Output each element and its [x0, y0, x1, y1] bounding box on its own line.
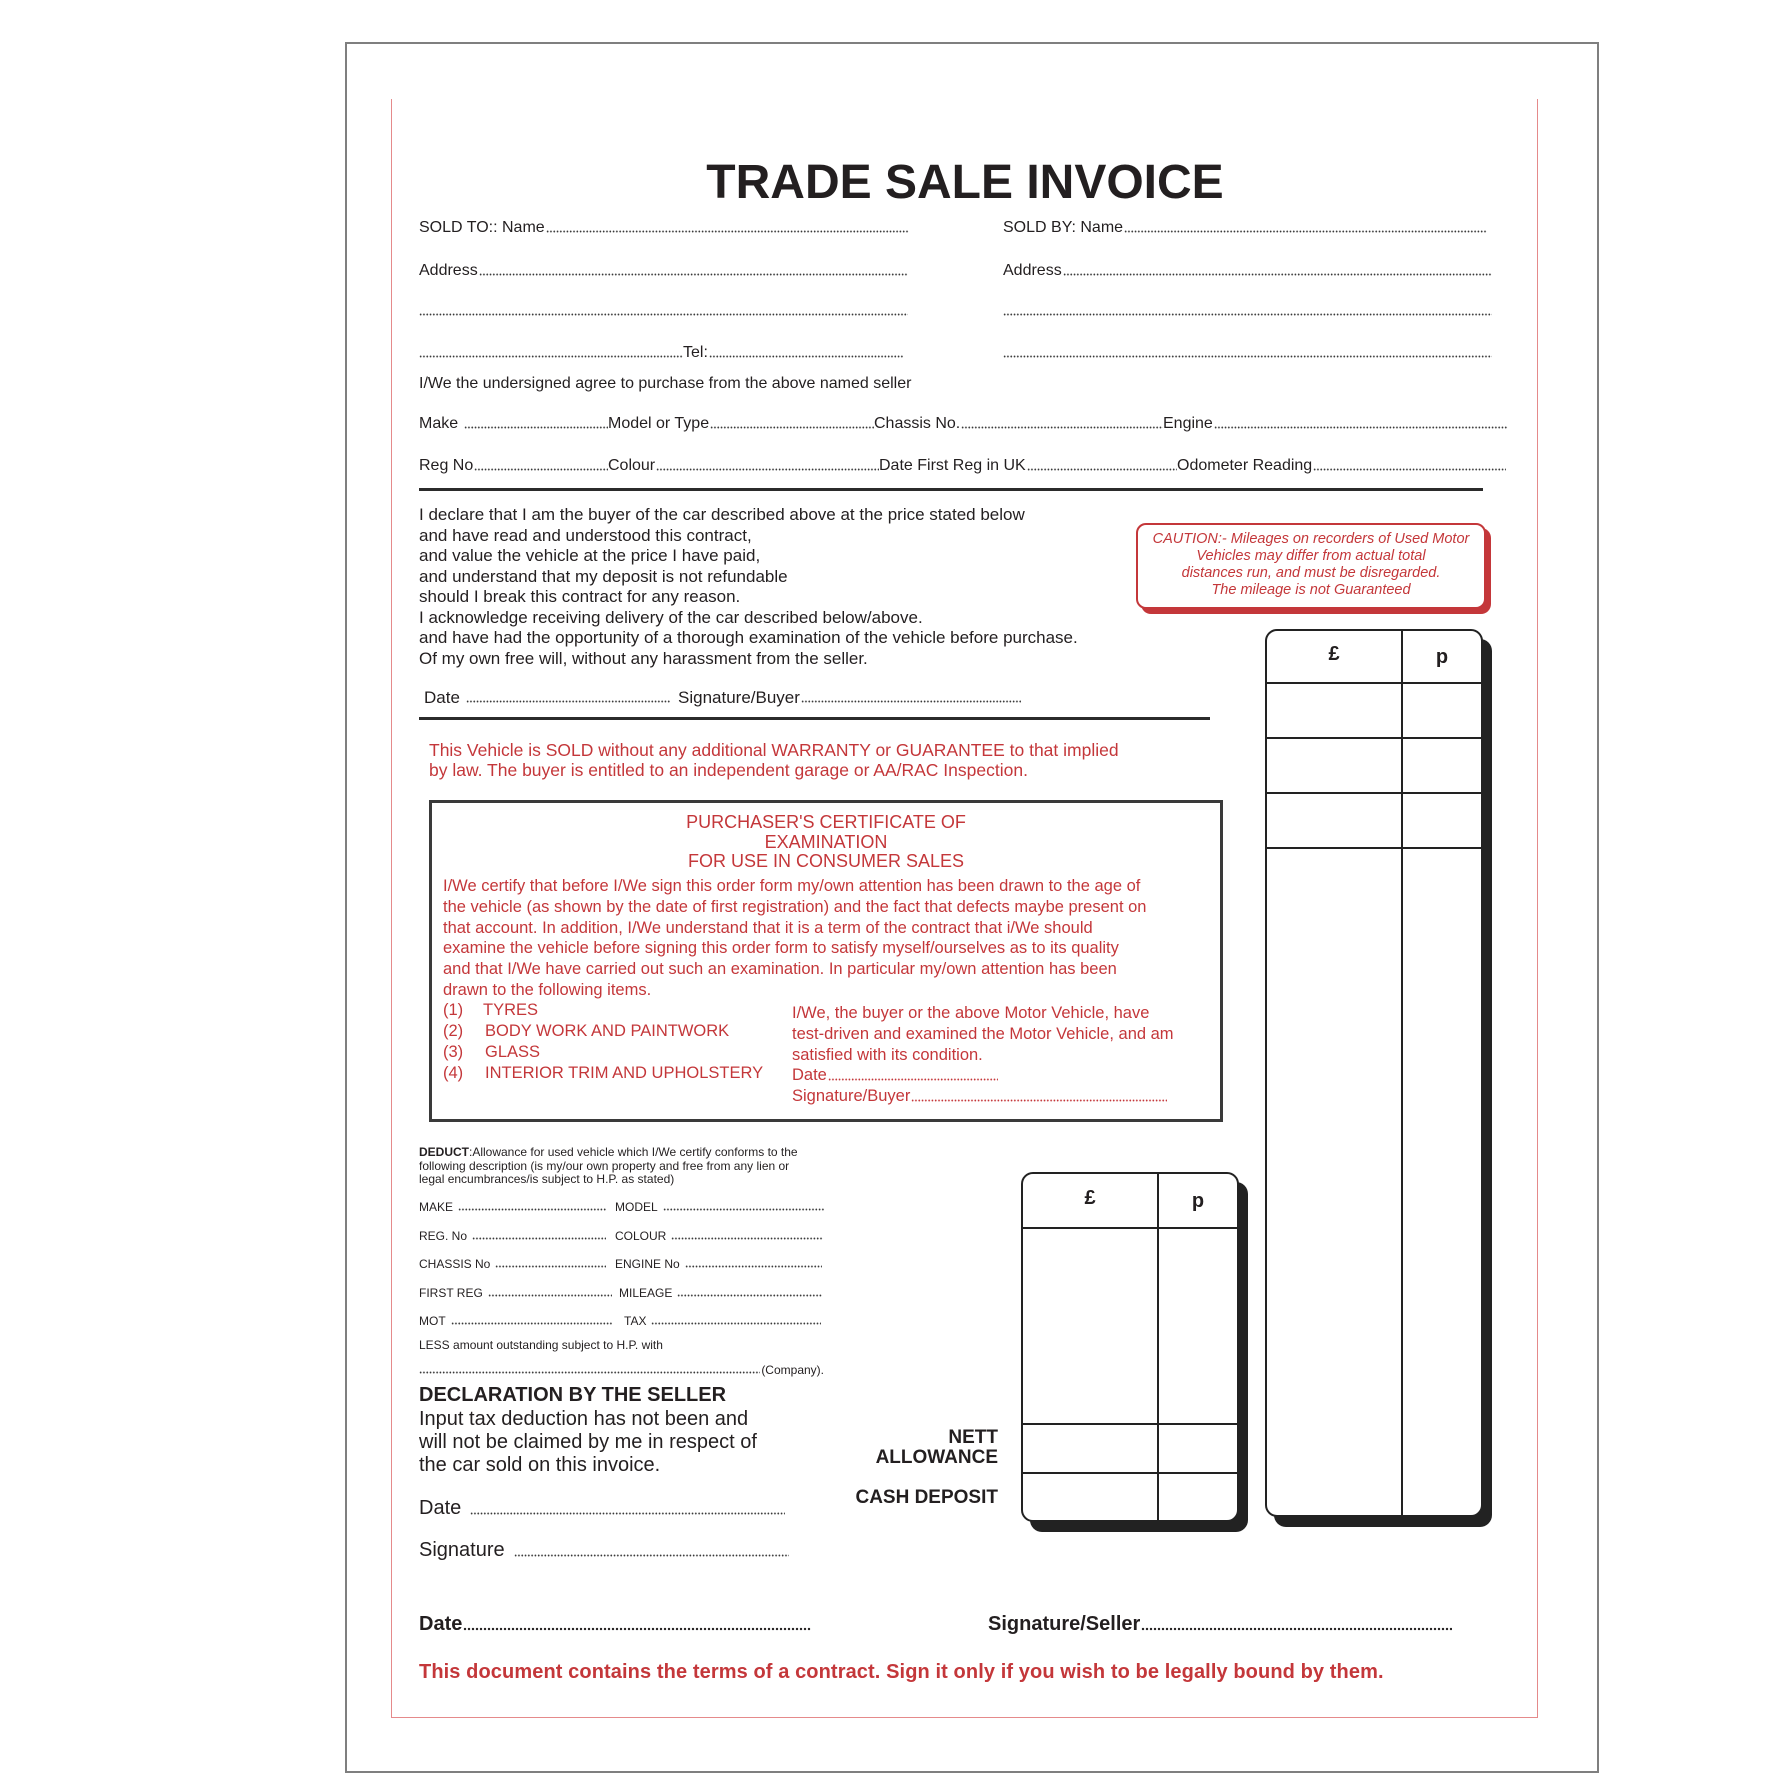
allowance-amount-table: [1021, 1172, 1239, 1522]
deduct-row-firstreg-mileage: [419, 1287, 822, 1299]
deduct-row-chassis-engine: [419, 1258, 822, 1270]
date-first-reg-label: Date First Reg in UK: [879, 457, 1026, 474]
sold-to-address-row: [419, 263, 908, 279]
totals-row-3-pounds: [1267, 794, 1401, 847]
date-first-reg-field: [1027, 468, 1177, 471]
nett-allowance-pounds-cell: [1023, 1425, 1157, 1472]
totals-row-1-pence: [1403, 684, 1481, 737]
certificate-body-line: that account. In addition, I/We understand that it is a term of the contract that i/We should: [443, 918, 1093, 937]
buyer-declaration-line: should I break this contract for any reason.: [419, 587, 741, 606]
confirmation-line: test-driven and examined the Motor Vehicle, and am: [792, 1024, 1174, 1043]
buyer-date-signature-row: [424, 689, 1021, 706]
certificate-body: [443, 876, 1146, 1001]
certificate-body-line: drawn to the following items.: [443, 980, 652, 999]
buyer-declaration-line: and understand that my deposit is not refundable: [419, 566, 788, 586]
certificate-confirmation: [792, 1003, 1174, 1107]
certificate-item: [443, 1063, 763, 1084]
deduct-mot-field: [451, 1322, 612, 1325]
model-field: [710, 426, 874, 429]
deduct-row-make-model: [419, 1201, 824, 1213]
warranty-notice: [429, 741, 1119, 780]
warranty-line: This Vehicle is SOLD without any additional WARRANTY or GUARANTEE to that implied: [429, 740, 1119, 760]
certificate-body-line: the vehicle (as shown by the date of first registration) and the fact that defects maybe present on: [443, 897, 1147, 916]
chassis-field: [961, 426, 1163, 429]
deduct-text-line: following description (is my/our own property and free from any lien or: [419, 1158, 790, 1173]
sold-by-address-label: Address: [1003, 262, 1062, 279]
reg-no-field: [474, 468, 608, 471]
reg-no-label: Reg No: [419, 457, 474, 474]
buyer-declaration-line: and have read and understood this contract,: [419, 525, 752, 545]
sold-to-name-label: SOLD TO:: Name: [419, 219, 545, 236]
confirmation-line: I/We, the buyer or the above Motor Vehicle, have: [792, 1004, 1150, 1022]
footer-signature-row: [988, 1614, 1452, 1634]
footer-date-label: Date: [419, 1613, 463, 1635]
item-number: (3): [443, 1043, 464, 1061]
deduct-mileage-field: [677, 1294, 822, 1297]
caution-line: CAUTION:- Mileages on recorders of Used Motor: [1152, 531, 1470, 547]
deduct-engine-field: [685, 1265, 822, 1268]
cash-deposit-pence-cell: [1159, 1474, 1237, 1520]
sold-by-name-label: SOLD BY: Name: [1003, 219, 1124, 236]
deduct-chassis-field: [495, 1265, 606, 1268]
pence-column-header: p: [1191, 1190, 1205, 1212]
nett-allowance-label: [798, 1428, 998, 1468]
deduct-less-label: LESS amount outstanding subject to H.P. with: [419, 1338, 663, 1352]
chassis-label: Chassis No.: [874, 415, 961, 432]
deduct-first-reg-field: [488, 1294, 612, 1297]
sold-by-address-field: [1063, 273, 1492, 276]
certificate-signature-label: Signature/Buyer: [792, 1087, 911, 1106]
nett-label: NETT: [948, 1427, 998, 1448]
deduct-tax-label: TAX: [624, 1314, 647, 1328]
vehicle-row-1: [419, 416, 1508, 432]
deduct-model-label: MODEL: [615, 1200, 658, 1214]
buyer-signature-field: [801, 700, 1021, 703]
buyer-declaration-line: I acknowledge receiving delivery of the car described below/above.: [419, 607, 923, 627]
sold-by-name-row: [1003, 220, 1487, 236]
odometer-label: Odometer Reading: [1177, 457, 1313, 474]
certificate-title: [429, 813, 1223, 872]
seller-declaration-date-row: [419, 1498, 785, 1518]
colour-field: [656, 468, 879, 471]
item-label: BODY WORK AND PAINTWORK: [485, 1022, 730, 1040]
sold-to-tel-row: [419, 345, 904, 361]
deduct-reg-field: [472, 1237, 606, 1240]
caution-line: The mileage is not Guaranteed: [1211, 582, 1411, 598]
document-title: TRADE SALE INVOICE: [706, 156, 1224, 209]
item-number: (2): [443, 1022, 464, 1040]
seller-declaration-line: Input tax deduction has not been and: [419, 1408, 749, 1430]
sold-to-address-field-2: [419, 313, 908, 316]
allowance-pence-cell: [1159, 1229, 1237, 1423]
deduct-row-reg-colour: [419, 1230, 823, 1242]
buyer-date-label: Date: [424, 688, 460, 707]
seller-declaration-line: the car sold on this invoice.: [419, 1454, 661, 1476]
sold-to-tel-label: Tel:: [683, 344, 708, 361]
sold-by-address-line-3: [1003, 345, 1492, 361]
confirmation-line: satisfied with its condition.: [792, 1045, 983, 1064]
engine-field: [1214, 426, 1508, 429]
totals-row-2-pounds: [1267, 739, 1401, 792]
caution-line: distances run, and must be disregarded.: [1181, 565, 1441, 581]
sold-to-tel-field: [709, 355, 904, 358]
warranty-line: by law. The buyer is entitled to an independent garage or AA/RAC Inspection.: [429, 759, 1028, 780]
certificate-item: [443, 1042, 763, 1063]
sold-by-address-field-3: [1003, 355, 1492, 358]
buyer-declaration: [419, 505, 1078, 669]
footer-date-field: [463, 1627, 811, 1631]
allowance-label: ALLOWANCE: [875, 1447, 998, 1468]
deduct-engine-label: ENGINE No: [615, 1257, 680, 1271]
deduct-company-field: [419, 1371, 760, 1374]
deduct-row-mot-tax: [419, 1315, 821, 1327]
deduct-text-line: :Allowance for used vehicle which I/We certify conforms to the: [469, 1145, 798, 1159]
buyer-date-field: [466, 700, 670, 703]
buyer-declaration-line: I declare that I am the buyer of the car described above at the price stated below: [419, 505, 1025, 524]
certificate-signature-row: [792, 1086, 1167, 1107]
item-label: TYRES: [483, 1001, 539, 1019]
deduct-colour-label: COLOUR: [615, 1229, 667, 1243]
seller-declaration-text: [419, 1408, 757, 1477]
certificate-body-line: and that I/We have carried out such an examination. In particular my/own attention has been: [443, 960, 1117, 979]
make-label: Make: [419, 415, 459, 432]
sold-by-address-row: [1003, 263, 1492, 279]
buyer-declaration-line: Of my own free will, without any harassment from the seller.: [419, 648, 868, 668]
totals-row-3-pence: [1403, 794, 1481, 847]
totals-row-2-pence: [1403, 739, 1481, 792]
sold-to-address-line-2: [419, 303, 908, 319]
seller-declaration-heading: DECLARATION BY THE SELLER: [419, 1384, 727, 1406]
certificate-signature-field: [911, 1099, 1167, 1102]
deduct-company-row: [419, 1364, 824, 1376]
legal-notice: This document contains the terms of a contract. Sign it only if you wish to be legally bound by them.: [419, 1661, 1384, 1683]
certificate-date-row: [792, 1065, 998, 1086]
certificate-title-line: EXAMINATION: [764, 831, 888, 852]
seller-signature-label: Signature: [419, 1539, 505, 1561]
sold-to-address-field: [479, 273, 908, 276]
seller-date-field: [470, 1512, 785, 1515]
deduct-first-reg-label: FIRST REG: [419, 1286, 483, 1300]
certificate-title-line: FOR USE IN CONSUMER SALES: [687, 851, 965, 871]
sold-to-address-label: Address: [419, 262, 478, 279]
price-totals-table: [1265, 629, 1483, 1517]
deduct-mileage-label: MILEAGE: [619, 1286, 673, 1300]
model-label: Model or Type: [608, 415, 710, 432]
totals-row-1-pounds: [1267, 684, 1401, 737]
certificate-date-field: [828, 1078, 998, 1081]
deduct-tax-field: [651, 1322, 821, 1325]
item-number: (1): [443, 1001, 464, 1019]
sold-by-name-field: [1124, 230, 1487, 233]
seller-signature-field: [514, 1554, 789, 1557]
certificate-title-line: PURCHASER'S CERTIFICATE OF: [686, 812, 966, 832]
odometer-field: [1313, 468, 1506, 471]
buyer-declaration-line: and value the vehicle at the price I have paid,: [419, 546, 761, 565]
purchase-statement: I/We the undersigned agree to purchase from the above named seller: [419, 375, 912, 392]
seller-declaration-signature-row: [419, 1540, 789, 1560]
deduct-reg-label: REG. No: [419, 1229, 468, 1243]
vehicle-row-2: [419, 458, 1506, 474]
make-field: [464, 426, 608, 429]
certificate-date-label: Date: [792, 1066, 827, 1085]
deduct-mot-label: MOT: [419, 1314, 446, 1328]
cash-deposit-label: CASH DEPOSIT: [855, 1487, 998, 1508]
deduct-make-field: [458, 1208, 606, 1211]
cash-deposit-pounds-cell: [1023, 1474, 1157, 1520]
colour-label: Colour: [608, 457, 656, 474]
pence-column-header: p: [1435, 646, 1449, 668]
deduct-company-label: (Company).: [761, 1363, 824, 1377]
deduct-make-label: MAKE: [419, 1200, 454, 1214]
caution-notice: [1136, 531, 1486, 599]
divider-rule: [419, 488, 1483, 491]
footer-date-row: [419, 1614, 811, 1634]
buyer-signature-label: Signature/Buyer: [678, 688, 800, 707]
deduct-heading: DEDUCT: [419, 1145, 469, 1159]
sold-by-address-line-2: [1003, 303, 1492, 319]
footer-signature-field: [1141, 1627, 1452, 1631]
divider-rule: [419, 717, 1210, 720]
certificate-body-line: I/We certify that before I/We sign this order form my/own attention has been drawn to the age of: [443, 877, 1141, 895]
engine-label: Engine: [1163, 415, 1213, 432]
item-number: (4): [443, 1064, 464, 1082]
sold-to-name-row: [419, 220, 909, 236]
deduct-colour-field: [671, 1237, 823, 1240]
certificate-body-line: examine the vehicle before signing this order form to satisfy myself/ourselves as to its quality: [443, 939, 1119, 958]
caution-line: Vehicles may differ from actual total: [1196, 548, 1426, 564]
allowance-pounds-cell: [1023, 1229, 1157, 1423]
deduct-model-field: [663, 1208, 824, 1211]
nett-allowance-pence-cell: [1159, 1425, 1237, 1472]
seller-date-label: Date: [419, 1497, 462, 1519]
totals-row-4-pounds: [1267, 849, 1401, 1515]
certificate-items: [443, 1000, 763, 1084]
totals-row-4-pence: [1403, 849, 1481, 1515]
deduct-description: [419, 1146, 798, 1187]
footer-signature-label: Signature/Seller: [988, 1613, 1141, 1635]
deduct-chassis-label: CHASSIS No: [419, 1257, 491, 1271]
item-label: GLASS: [485, 1043, 541, 1061]
pounds-column-header: £: [1084, 1187, 1096, 1209]
sold-to-address-field-3: [419, 355, 683, 358]
certificate-item: [443, 1000, 763, 1021]
sold-to-name-field: [546, 230, 909, 233]
sold-by-address-field-2: [1003, 313, 1492, 316]
item-label: INTERIOR TRIM AND UPHOLSTERY: [485, 1064, 764, 1082]
pounds-column-header: £: [1328, 643, 1340, 665]
certificate-item: [443, 1021, 763, 1042]
deduct-text-line: legal encumbrances/is subject to H.P. as stated): [419, 1172, 675, 1186]
seller-declaration-line: will not be claimed by me in respect of: [419, 1431, 757, 1453]
buyer-declaration-line: and have had the opportunity of a thorough examination of the vehicle before purchase.: [419, 628, 1078, 647]
